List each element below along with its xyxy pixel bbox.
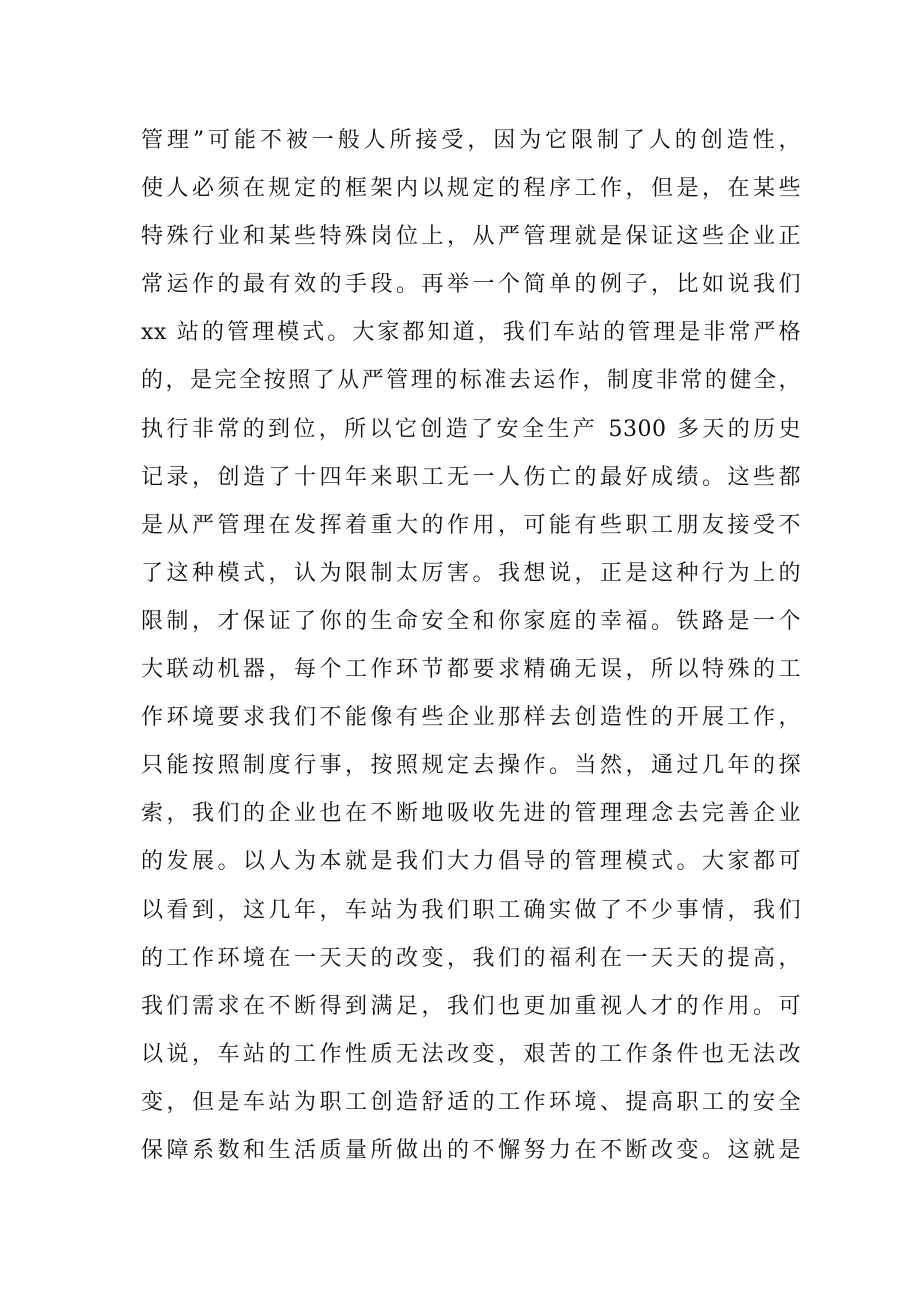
text-line: 变，但是车站为职工创造舒适的工作环境、提高职工的安全 — [141, 1089, 801, 1115]
text-line: 记录，创造了十四年来职工无一人伤亡的最好成绩。这些都 — [141, 464, 801, 490]
text-line: 保障系数和生活质量所做出的不懈努力在不断改变。这就是 — [141, 1137, 801, 1163]
text-line: 限制，才保证了你的生命安全和你家庭的幸福。铁路是一个 — [141, 608, 801, 634]
text-line: 执行非常的到位，所以它创造了安全生产 5300 多天的历史 — [141, 416, 801, 442]
text-line: 作环境要求我们不能像有些企业那样去创造性的开展工作， — [141, 705, 801, 731]
text-line: xx 站的管理模式。大家都知道，我们车站的管理是非常严格 — [141, 320, 801, 346]
text-line: 索，我们的企业也在不断地吸收先进的管理理念去完善企业 — [141, 801, 801, 827]
text-line: 以看到，这几年，车站为我们职工确实做了不少事情，我们 — [141, 897, 801, 923]
text-line: 我们需求在不断得到满足，我们也更加重视人才的作用。可 — [141, 993, 801, 1019]
text-line: 的发展。以人为本就是我们大力倡导的管理模式。大家都可 — [141, 849, 801, 875]
text-line: 的，是完全按照了从严管理的标准去运作，制度非常的健全， — [141, 368, 801, 394]
text-line: 的工作环境在一天天的改变，我们的福利在一天天的提高， — [141, 945, 801, 971]
text-line: 只能按照制度行事，按照规定去操作。当然，通过几年的探 — [141, 753, 801, 779]
text-line: 大联动机器，每个工作环节都要求精确无误，所以特殊的工 — [141, 657, 801, 683]
text-line: 了这种模式，认为限制太厉害。我想说，正是这种行为上的 — [141, 560, 801, 586]
body-text — [141, 117, 801, 1175]
text-line: 管理”可能不被一般人所接受，因为它限制了人的创造性， — [141, 128, 801, 153]
text-line: 常运作的最有效的手段。再举一个简单的例子，比如说我们 — [141, 272, 801, 298]
text-line: 特殊行业和某些特殊岗位上，从严管理就是保证这些企业正 — [141, 224, 801, 250]
text-line: 以说，车站的工作性质无法改变，艰苦的工作条件也无法改 — [141, 1041, 801, 1067]
text-line: 是从严管理在发挥着重大的作用，可能有些职工朋友接受不 — [141, 512, 801, 538]
text-line: 使人必须在规定的框架内以规定的程序工作，但是，在某些 — [141, 176, 801, 202]
